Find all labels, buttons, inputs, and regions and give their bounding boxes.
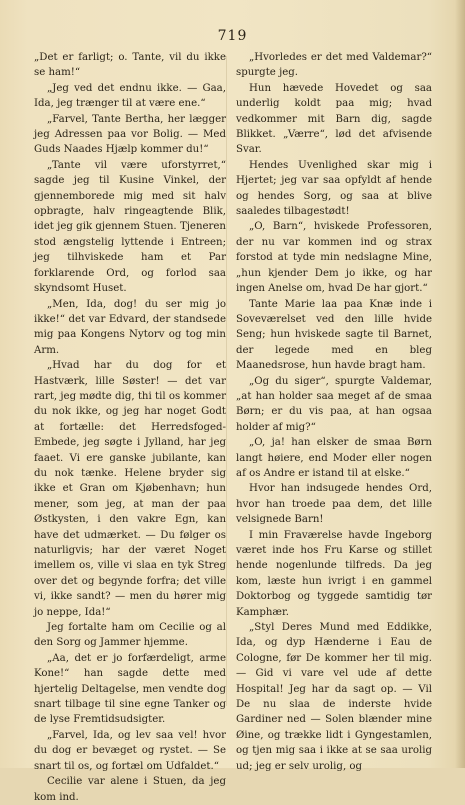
paragraph: „Hvorledes er det med Valdemar?“ spurgte jeg.	[236, 52, 432, 79]
paragraph: „Farvel, Ida, og lev saa vel! hvor du dog er bevæget og rystet. — Se snart til os, og fortæl om Udfaldet.“	[34, 729, 226, 772]
paragraph: „Hvad har du dog for et Hastværk, lille Søster! — det var rart, jeg mødte dig, thi til os kommer du nok ikke, og jeg har noget Godt at fortælle: det Herredsfoged-Embede, jeg søgte i Jylland, har jeg faaet. Vi ere ganske jubilante, kan du nok tænke. Helene bryder sig ikke et Gran om Kjøbenhavn; hun mener, som jeg, at man der paa Østkysten, i den vakre Egn, kan have det udmærket. — Du følger os naturligvis; har der været Noget imellem os, ville vi slaa en tyk Streg over det og begynde forfra; det ville vi, ikke sandt? — men du hører mig jo neppe, Ida!“	[34, 360, 226, 618]
paragraph: „Og du siger“, spurgte Valdemar, „at han holder saa meget af de smaa Børn; er du vis paa, at han ogsaa holder af mig?“	[236, 375, 432, 433]
paragraph: Tante Marie laa paa Knæ inde i Soveværelset ved den lille hvide Seng; hun hviskede sagte til Barnet, der legede med en bleg Maanedsrose, hun havde bragt ham.	[236, 298, 432, 372]
paragraph: Hendes Uvenlighed skar mig i Hjertet; jeg var saa opfyldt af hende og hendes Sorg, og saa at blive saaledes tilbagestødt!	[236, 159, 432, 218]
paragraph: „Jeg ved det endnu ikke. — Gaa, Ida, jeg trænger til at være ene.“	[34, 82, 226, 110]
right-text-column	[236, 50, 432, 774]
paragraph: Jeg fortalte ham om Cecilie og al den Sorg og Jammer hjemme.	[34, 622, 226, 649]
paragraph: „O, ja! han elsker de smaa Børn langt høiere, end Moder eller nogen af os Andre er istand til at elske.“	[236, 437, 432, 479]
paragraph: Hun hævede Hovedet og saa underlig koldt paa mig; hvad vedkommer mit Barn dig, sagde Blikket. „Værre“, lød det afvisende Svar.	[236, 82, 432, 156]
paragraph: „Men, Ida, dog! du ser mig jo ikke!“ det var Edvard, der standsede mig paa Kongens Nytorv og tog min Arm.	[34, 298, 226, 356]
paragraph: „Styl Deres Mund med Eddikke, Ida, og dyp Hænderne i Eau de Cologne, før De kommer her til mig. — Gid vi vare vel ude af dette Hospital! Jeg har da sagt op. — Vil De nu slaa de inderste hvide Gardiner ned — Solen blænder mine Øine, og trække lidt i Gyngestamlen, og tjen mig saa i ikke at se saa urolig ud; jeg er selv urolig, og	[236, 622, 432, 772]
paragraph: Cecilie var alene i Stuen, da jeg kom ind.	[34, 776, 226, 803]
paragraph: „Farvel, Tante Bertha, her lægger jeg Adressen paa vor Bolig. — Med Guds Naades Hjælp kommer du!“	[34, 113, 226, 156]
paragraph: I min Fraværelse havde Ingeborg været inde hos Fru Karse og stillet hende nogenlunde tilfreds. Da jeg kom, læste hun ivrigt i en gammel Doktorbog og tyggede samtidig tør Kamphær.	[236, 529, 432, 618]
paragraph: „Det er farligt; o. Tante, vil du ikke se ham!“	[34, 52, 226, 79]
page-number: 719	[217, 28, 248, 44]
paragraph: Hvor han indsugede hendes Ord, hvor han troede paa dem, det lille velsignede Barn!	[236, 483, 432, 526]
paragraph: „O, Barn“, hviskede Professoren, der nu var kommen ind og strax forstod at tyde min nedslagne Mine, „hun kjender Dem jo ikke, og har ingen Anelse om, hvad De har gjort.“	[236, 221, 432, 295]
paragraph: „Aa, det er jo forfærdeligt, arme Kone!“ han sagde dette med hjertelig Deltagelse, men vendte dog snart tilbage til sine egne Tanker og de lyse Fremtidsudsigter.	[34, 652, 226, 726]
left-text-column	[34, 50, 226, 805]
paragraph: „Tante vil være uforstyrret,“ sagde jeg til Kusine Vinkel, der gjennemborede mig med sit halv opbragte, halv ringeagtende Blik, idet jeg gik gjennem Stuen. Tjeneren stod ængstelig lyttende i Entreen; jeg tilhviskede ham et Par forklarende Ord, og forlod saa skyndsomt Huset.	[34, 159, 226, 295]
page-edge-shadow	[455, 0, 465, 768]
column-gap	[226, 56, 227, 706]
